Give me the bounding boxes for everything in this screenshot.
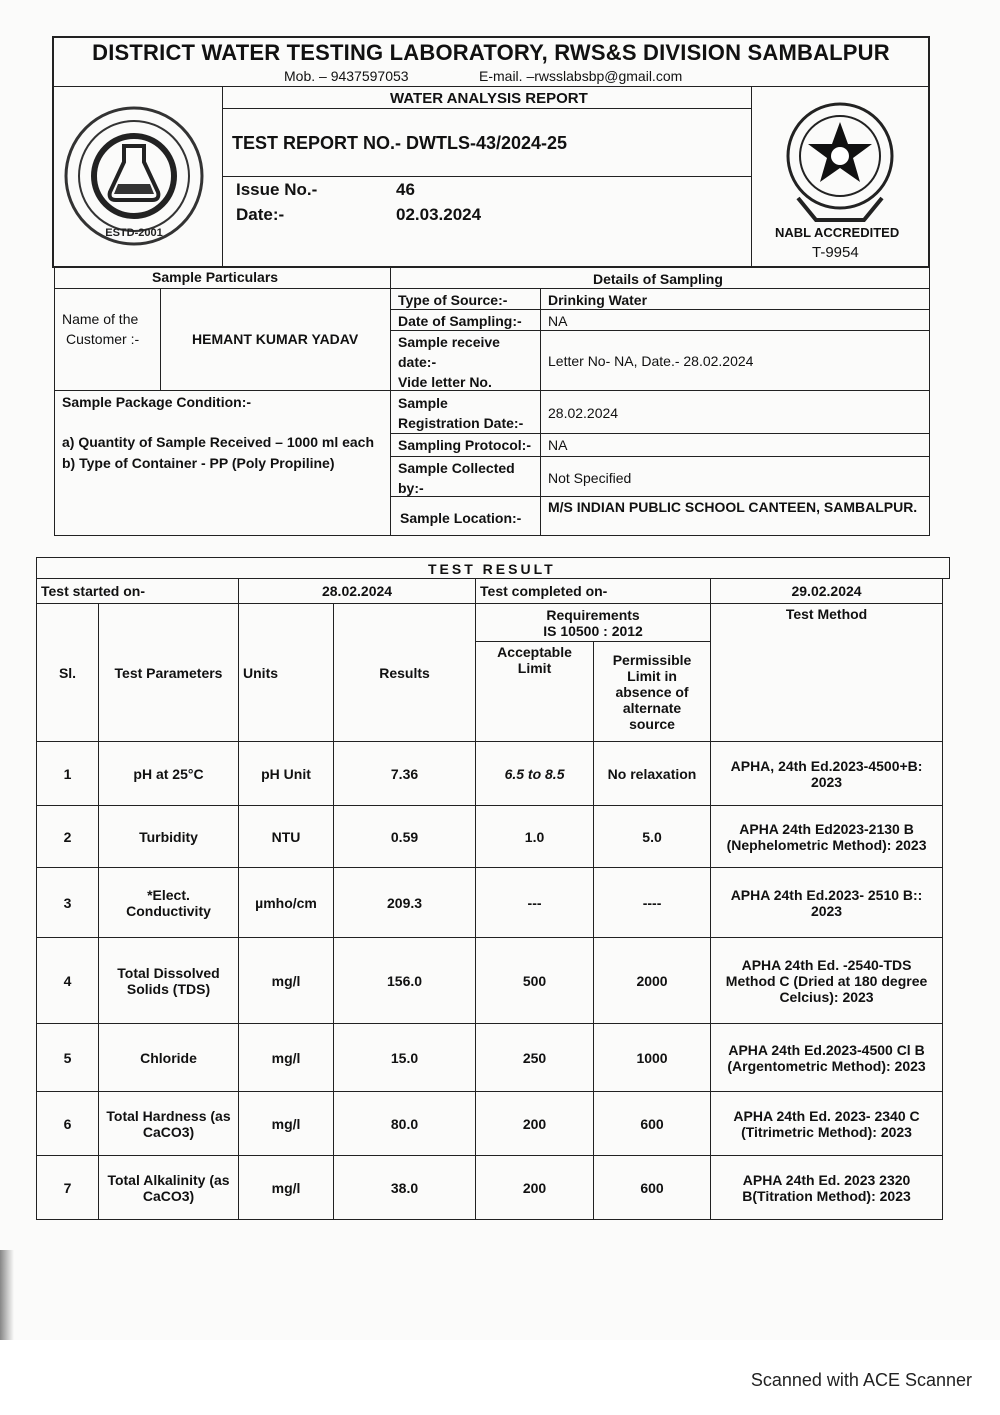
table-row (37, 1156, 943, 1220)
table-row (37, 806, 943, 868)
row-permissible: ---- (594, 868, 711, 938)
row-permissible: 1000 (594, 1024, 711, 1092)
row-permissible: 600 (594, 1092, 711, 1156)
issue-number: 46 (396, 180, 415, 199)
name-label-line2: Customer :- (66, 331, 140, 347)
requirements-standard: IS 10500 : 2012 (543, 622, 643, 639)
row-sl: 2 (37, 806, 99, 868)
row-units: mg/l (239, 1024, 334, 1092)
row-sl: 5 (37, 1024, 99, 1092)
test-result-title: TEST RESULT (428, 561, 556, 577)
sample-location-value: M/S INDIAN PUBLIC SCHOOL CANTEEN, SAMBALPUR. (548, 499, 918, 515)
row-permissible: 600 (594, 1156, 711, 1220)
row-method: APHA 24th Ed.2023- 2510 B:: 2023 (711, 868, 943, 938)
row-acceptable: 200 (476, 1156, 594, 1220)
row-permissible: 2000 (594, 938, 711, 1024)
row-parameter: Chloride (99, 1024, 239, 1092)
collected-by-label-2: by:- (398, 480, 424, 496)
test-report-number: TEST REPORT NO.- DWTLS-43/2024-25 (232, 133, 568, 153)
lab-contact (54, 66, 928, 88)
row-result: 209.3 (334, 868, 476, 938)
sampling-protocol-value: NA (548, 437, 568, 453)
row-method: APHA 24th Ed. 2023 2320 B(Titration Method): 2023 (711, 1156, 943, 1220)
date-of-sampling-value: NA (548, 313, 568, 329)
row-method: APHA 24th Ed.2023-4500 Cl B (Argentometric Method): 2023 (711, 1024, 943, 1092)
row-acceptable: 200 (476, 1092, 594, 1156)
row-result: 0.59 (334, 806, 476, 868)
type-of-source-value: Drinking Water (548, 292, 648, 308)
sample-receive-label-1: Sample receive (398, 334, 500, 350)
issue-label: Issue No.- (236, 180, 318, 199)
sample-receive-label-3: Vide letter No. (398, 374, 492, 390)
sample-receive-label-2: date:- (398, 354, 437, 370)
test-completed-label: Test completed on- (476, 579, 711, 604)
registration-label-1: Sample (398, 395, 448, 411)
scanner-watermark: Scanned with ACE Scanner (750, 1370, 972, 1390)
row-sl: 4 (37, 938, 99, 1024)
row-units: NTU (239, 806, 334, 868)
sampling-protocol-label: Sampling Protocol:- (398, 437, 531, 453)
report-type: WATER ANALYSIS REPORT (390, 90, 588, 107)
test-started-label: Test started on- (37, 579, 239, 604)
row-units: pH Unit (239, 742, 334, 806)
row-sl: 7 (37, 1156, 99, 1220)
registration-label-2: Registration Date:- (398, 415, 524, 431)
customer-name: HEMANT KUMAR YADAV (192, 331, 359, 347)
row-parameter: pH at 25°C (99, 742, 239, 806)
table-row (37, 868, 943, 938)
seal-text: ESTD-2001 (105, 227, 163, 239)
sample-receive-value: Letter No- NA, Date.- 28.02.2024 (548, 353, 754, 369)
collected-by-label-1: Sample Collected (398, 460, 515, 476)
row-sl: 6 (37, 1092, 99, 1156)
type-of-source-label: Type of Source:- (398, 292, 508, 308)
row-acceptable: 6.5 to 8.5 (476, 742, 594, 806)
col-permissible-limit: Permissible Limit in absence of alternate source (594, 642, 711, 742)
test-result-table (36, 578, 943, 1220)
registration-date-value: 28.02.2024 (548, 405, 619, 421)
table-row (37, 1024, 943, 1092)
lab-title: DISTRICT WATER TESTING LABORATORY, RWS&S DIVISION SAMBALPUR (92, 40, 890, 65)
row-method: APHA 24th Ed. 2023- 2340 C (Titrimetric Method): 2023 (711, 1092, 943, 1156)
details-of-sampling-heading: Details of Sampling (593, 271, 723, 287)
row-sl: 3 (37, 868, 99, 938)
collected-by-value: Not Specified (548, 470, 632, 486)
row-acceptable: 500 (476, 938, 594, 1024)
row-parameter: *Elect. Conductivity (99, 868, 239, 938)
col-test-method: Test Method (711, 604, 943, 742)
row-result: 7.36 (334, 742, 476, 806)
test-started-date: 28.02.2024 (239, 579, 476, 604)
table-header-row-1 (37, 604, 943, 642)
report-date: 02.03.2024 (396, 205, 482, 224)
row-parameter: Total Dissolved Solids (TDS) (99, 938, 239, 1024)
nabl-accredited: NABL ACCREDITED (775, 225, 900, 240)
col-acceptable-limit: Acceptable Limit (476, 642, 594, 742)
sample-location-label: Sample Location:- (400, 510, 522, 526)
test-dates-row (37, 579, 943, 604)
sample-particulars-heading: Sample Particulars (152, 269, 279, 285)
test-completed-date: 29.02.2024 (711, 579, 943, 604)
row-units: mg/l (239, 1156, 334, 1220)
row-parameter: Total Hardness (as CaCO3) (99, 1092, 239, 1156)
container-type: b) Type of Container - PP (Poly Propiline) (62, 455, 335, 471)
sample-quantity: a) Quantity of Sample Received – 1000 ml each (62, 434, 375, 450)
row-units: mg/l (239, 938, 334, 1024)
row-acceptable: 250 (476, 1024, 594, 1092)
page-edge-shadow (0, 1250, 14, 1340)
date-of-sampling-label: Date of Sampling:- (398, 313, 522, 329)
lab-email: E-mail. –rwsslabsbp@gmail.com (479, 68, 683, 84)
row-permissible: 5.0 (594, 806, 711, 868)
row-units: mg/l (239, 1092, 334, 1156)
requirements-label: Requirements (546, 606, 640, 623)
col-requirements (476, 604, 711, 642)
row-method: APHA 24th Ed. -2540-TDS Method C (Dried at 180 degree Celcius): 2023 (711, 938, 943, 1024)
name-label-line1: Name of the (62, 311, 139, 327)
row-sl: 1 (37, 742, 99, 806)
row-result: 38.0 (334, 1156, 476, 1220)
row-units: µmho/cm (239, 868, 334, 938)
row-method: APHA 24th Ed2023-2130 B (Nephelometric Method): 2023 (711, 806, 943, 868)
row-acceptable: 1.0 (476, 806, 594, 868)
row-parameter: Total Alkalinity (as CaCO3) (99, 1156, 239, 1220)
col-units: Units (239, 604, 334, 742)
lab-seal-logo (62, 104, 207, 249)
lab-mobile: Mob. – 9437597053 (284, 68, 409, 84)
nabl-logo (780, 98, 900, 223)
package-condition-label: Sample Package Condition:- (62, 394, 252, 410)
row-permissible: No relaxation (594, 742, 711, 806)
table-row (37, 742, 943, 806)
row-method: APHA, 24th Ed.2023-4500+B: 2023 (711, 742, 943, 806)
row-parameter: Turbidity (99, 806, 239, 868)
row-acceptable: --- (476, 868, 594, 938)
table-row (37, 938, 943, 1024)
row-result: 80.0 (334, 1092, 476, 1156)
row-result: 15.0 (334, 1024, 476, 1092)
col-sl: Sl. (37, 604, 99, 742)
col-results: Results (334, 604, 476, 742)
col-test-parameters: Test Parameters (99, 604, 239, 742)
date-label: Date:- (236, 205, 285, 224)
row-result: 156.0 (334, 938, 476, 1024)
nabl-number: T-9954 (812, 244, 859, 261)
table-row (37, 1092, 943, 1156)
